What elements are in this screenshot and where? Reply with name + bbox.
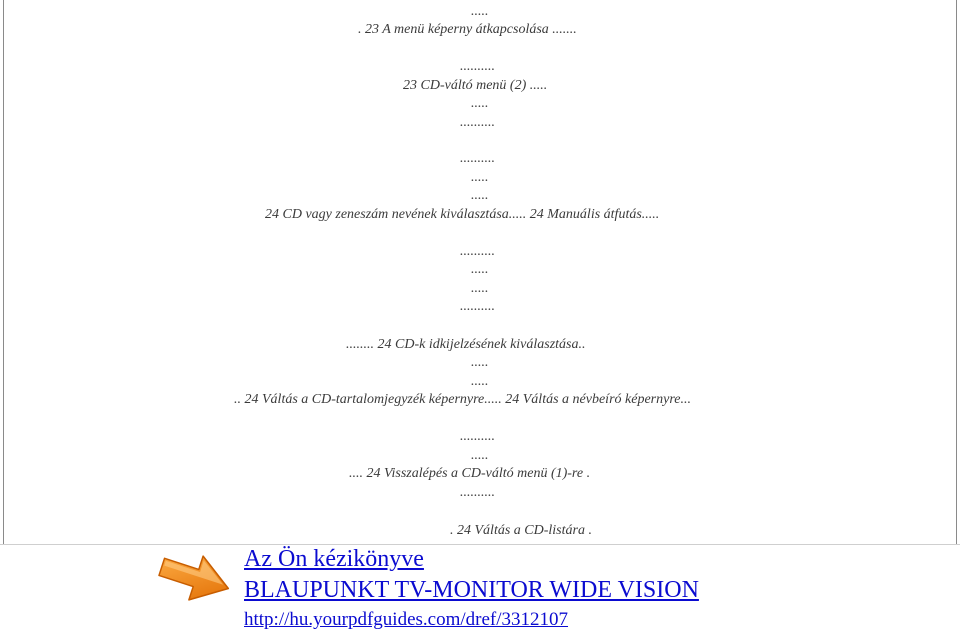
toc-line: ..... xyxy=(471,262,489,277)
toc-line: .......... xyxy=(460,299,495,314)
toc-line: .......... xyxy=(460,244,495,259)
toc-line: ..... xyxy=(471,355,489,370)
toc-line: ..... xyxy=(471,448,489,463)
toc-line: ..... xyxy=(471,281,489,296)
toc-line: .... 24 Visszalépés a CD-váltó menü (1)-re . xyxy=(349,466,591,481)
product-link[interactable]: BLAUPUNKT TV-MONITOR WIDE VISION xyxy=(244,577,699,603)
toc-line: .......... xyxy=(460,115,495,130)
toc-line: .......... xyxy=(460,485,495,500)
manual-link[interactable]: Az Ön kézikönyve xyxy=(244,546,424,572)
toc-line: ..... xyxy=(471,96,489,111)
orange-arrow-icon xyxy=(156,541,236,615)
url-link[interactable]: http://hu.yourpdfguides.com/dref/3312107 xyxy=(244,609,569,630)
toc-line: ..... xyxy=(471,188,489,203)
toc-line: . 24 Váltás a CD-listára . xyxy=(450,523,592,538)
toc-line: . 23 A menü képerny átkapcsolása ....... xyxy=(358,22,577,37)
toc-line: ..... xyxy=(471,4,489,19)
footer-divider xyxy=(0,544,960,545)
toc-line: .. 24 Váltás a CD-tartalomjegyzék képernyre..... 24 Váltás a névbeíró képernyre... xyxy=(234,392,691,407)
toc-line: .......... xyxy=(460,429,495,444)
toc-line: .......... xyxy=(460,151,495,166)
toc-line: ........ 24 CD-k idkijelzésének kiválasztása.. xyxy=(346,337,586,352)
toc-line: .......... xyxy=(460,59,495,74)
toc-line: 23 CD-váltó menü (2) ..... xyxy=(403,78,548,93)
toc-line: ..... xyxy=(471,170,489,185)
toc-line: 24 CD vagy zeneszám nevének kiválasztása..... 24 Manuális átfutás..... xyxy=(265,207,660,222)
toc-line: ..... xyxy=(471,374,489,389)
